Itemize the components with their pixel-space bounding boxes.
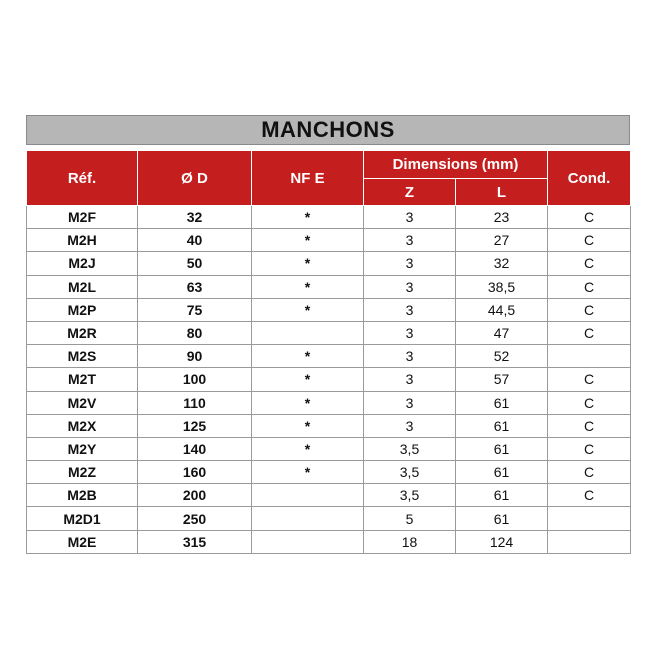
cell-cond: C [548, 461, 631, 484]
cell-ref: M2Z [27, 461, 138, 484]
table-row [27, 206, 631, 229]
table-row [27, 298, 631, 321]
cell-cond: C [548, 391, 631, 414]
table-row [27, 507, 631, 530]
cell-l: 47 [456, 321, 548, 344]
cell-l: 38,5 [456, 275, 548, 298]
cell-diameter: 125 [138, 414, 252, 437]
cell-cond: C [548, 206, 631, 229]
cell-z: 5 [364, 507, 456, 530]
cell-diameter: 50 [138, 252, 252, 275]
cell-z: 3 [364, 275, 456, 298]
cell-l: 61 [456, 484, 548, 507]
cell-ref: M2J [27, 252, 138, 275]
cell-diameter: 90 [138, 345, 252, 368]
cell-cond [548, 345, 631, 368]
cell-nfe: * [252, 437, 364, 460]
cell-cond: C [548, 414, 631, 437]
cell-z: 3 [364, 391, 456, 414]
cell-ref: M2E [27, 530, 138, 553]
cell-diameter: 315 [138, 530, 252, 553]
cell-l: 52 [456, 345, 548, 368]
table-row [27, 321, 631, 344]
cell-diameter: 250 [138, 507, 252, 530]
table-row [27, 484, 631, 507]
cell-z: 3 [364, 206, 456, 229]
cell-ref: M2B [27, 484, 138, 507]
cell-ref: M2P [27, 298, 138, 321]
table-row [27, 252, 631, 275]
cell-diameter: 40 [138, 229, 252, 252]
cell-ref: M2F [27, 206, 138, 229]
title-bar [26, 115, 630, 145]
manchons-table [26, 150, 631, 554]
cell-cond: C [548, 321, 631, 344]
table-body [27, 206, 631, 554]
cell-z: 3 [364, 252, 456, 275]
cell-diameter: 75 [138, 298, 252, 321]
header-dimensions: Dimensions (mm) [364, 151, 548, 179]
header-ref: Réf. [27, 151, 138, 206]
cell-cond: C [548, 368, 631, 391]
cell-cond [548, 530, 631, 553]
cell-cond [548, 507, 631, 530]
cell-ref: M2V [27, 391, 138, 414]
cell-nfe [252, 530, 364, 553]
cell-ref: M2T [27, 368, 138, 391]
table-row [27, 437, 631, 460]
cell-nfe [252, 507, 364, 530]
cell-ref: M2L [27, 275, 138, 298]
cell-l: 57 [456, 368, 548, 391]
cell-l: 61 [456, 414, 548, 437]
cell-diameter: 160 [138, 461, 252, 484]
cell-l: 32 [456, 252, 548, 275]
cell-ref: M2X [27, 414, 138, 437]
cell-cond: C [548, 437, 631, 460]
cell-nfe: * [252, 275, 364, 298]
cell-cond: C [548, 252, 631, 275]
cell-l: 23 [456, 206, 548, 229]
cell-nfe: * [252, 391, 364, 414]
cell-nfe: * [252, 345, 364, 368]
table-row [27, 275, 631, 298]
cell-diameter: 80 [138, 321, 252, 344]
cell-z: 3 [364, 321, 456, 344]
cell-l: 44,5 [456, 298, 548, 321]
cell-z: 3 [364, 229, 456, 252]
cell-l: 61 [456, 507, 548, 530]
cell-z: 18 [364, 530, 456, 553]
cell-diameter: 200 [138, 484, 252, 507]
table-row [27, 368, 631, 391]
cell-z: 3 [364, 368, 456, 391]
cell-z: 3,5 [364, 484, 456, 507]
cell-nfe: * [252, 414, 364, 437]
header-cond: Cond. [548, 151, 631, 206]
cell-l: 61 [456, 437, 548, 460]
cell-cond: C [548, 229, 631, 252]
cell-z: 3 [364, 298, 456, 321]
table-title: MANCHONS [261, 117, 395, 142]
cell-l: 61 [456, 461, 548, 484]
cell-z: 3 [364, 345, 456, 368]
cell-nfe [252, 321, 364, 344]
cell-nfe: * [252, 252, 364, 275]
cell-diameter: 100 [138, 368, 252, 391]
cell-nfe: * [252, 368, 364, 391]
table-row [27, 530, 631, 553]
cell-ref: M2D1 [27, 507, 138, 530]
cell-l: 27 [456, 229, 548, 252]
cell-nfe: * [252, 298, 364, 321]
cell-l: 61 [456, 391, 548, 414]
cell-ref: M2S [27, 345, 138, 368]
cell-ref: M2Y [27, 437, 138, 460]
cell-cond: C [548, 484, 631, 507]
header-diameter: Ø D [138, 151, 252, 206]
cell-ref: M2H [27, 229, 138, 252]
header-l: L [456, 179, 548, 206]
cell-diameter: 110 [138, 391, 252, 414]
table-row [27, 414, 631, 437]
cell-l: 124 [456, 530, 548, 553]
cell-diameter: 32 [138, 206, 252, 229]
header-z: Z [364, 179, 456, 206]
table-row [27, 345, 631, 368]
cell-nfe: * [252, 461, 364, 484]
header-nfe: NF E [252, 151, 364, 206]
cell-nfe: * [252, 229, 364, 252]
cell-diameter: 63 [138, 275, 252, 298]
cell-nfe [252, 484, 364, 507]
table-row [27, 391, 631, 414]
cell-cond: C [548, 275, 631, 298]
cell-z: 3 [364, 414, 456, 437]
cell-z: 3,5 [364, 461, 456, 484]
table-row [27, 461, 631, 484]
cell-ref: M2R [27, 321, 138, 344]
cell-z: 3,5 [364, 437, 456, 460]
cell-nfe: * [252, 206, 364, 229]
table-row [27, 229, 631, 252]
cell-cond: C [548, 298, 631, 321]
cell-diameter: 140 [138, 437, 252, 460]
